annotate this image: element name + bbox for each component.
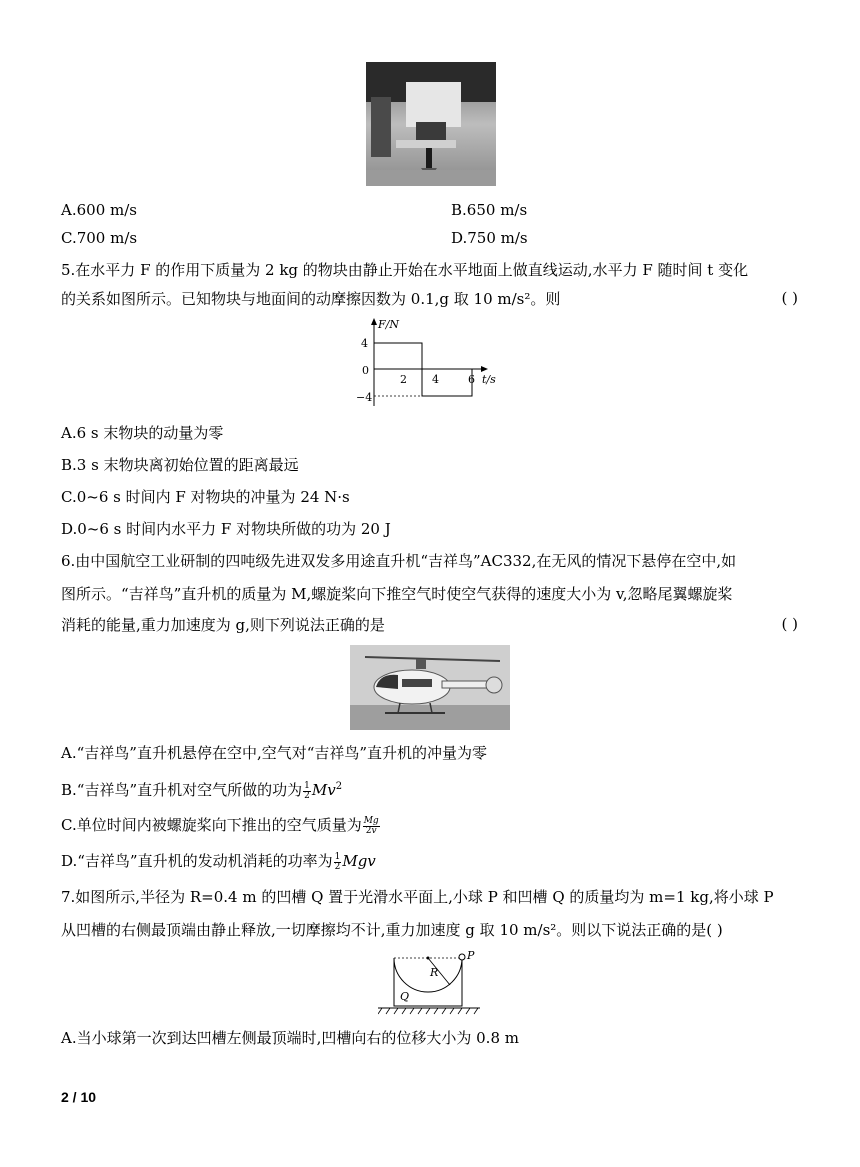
q5-option-a: A.6 s 末物块的动量为零 xyxy=(61,424,224,442)
helicopter-photo xyxy=(350,645,510,730)
label-r: R xyxy=(430,966,439,979)
q5-stem-line2: 的关系如图所示。已知物块与地面间的动摩擦因数为 0.1,g 取 10 m/s²。则 xyxy=(61,290,561,308)
q5-option-b: B.3 s 末物块离初始位置的距离最远 xyxy=(61,456,299,474)
q6-option-b-text: B.“吉祥鸟”直升机对空气所做的功为 xyxy=(61,781,303,799)
q7-stem-line2: 从凹槽的右侧最顶端由静止释放,一切摩擦均不计,重力加速度 g 取 10 m/s²。则以下说法正确的是( ) xyxy=(61,921,723,939)
q6-option-b: B.“吉祥鸟”直升机对空气所做的功为 $\frac{1}{2}$ Mv$^2$ xyxy=(61,780,343,801)
x-axis-label: t/s xyxy=(482,373,496,386)
q4-option-d: D.750 m/s xyxy=(451,229,528,247)
q6-option-c-text: C.单位时间内被螺旋桨向下推出的空气质量为 xyxy=(61,816,362,834)
q4-option-b: B.650 m/s xyxy=(451,201,528,219)
q6-stem-line3: 消耗的能量,重力加速度为 g,则下列说法正确的是 xyxy=(61,616,385,634)
q5-stem-line1: 5.在水平力 F 的作用下质量为 2 kg 的物块由静止开始在水平地面上做直线运动,水平力 F 随时间 t 变化 xyxy=(61,261,749,279)
q4-option-a: A.600 m/s xyxy=(61,201,137,219)
fraction-one-half: $\frac{1}{2}$ xyxy=(334,851,341,872)
q6-option-c xyxy=(61,815,381,836)
q5-option-d: D.0~6 s 时间内水平力 F 对物块所做的功为 20 J xyxy=(61,520,391,538)
q5-force-time-graph xyxy=(356,316,506,408)
q7-option-a: A.当小球第一次到达凹槽左侧最顶端时,凹槽向右的位移大小为 0.8 m xyxy=(61,1029,519,1047)
force-segment-negative xyxy=(422,369,472,396)
q6-option-a: A.“吉祥鸟”直升机悬停在空中,空气对“吉祥鸟”直升机的冲量为零 xyxy=(61,744,488,762)
label-p: P xyxy=(467,950,475,962)
q6-stem-line2: 图所示。“吉祥鸟”直升机的质量为 M,螺旋桨向下推空气时使空气获得的速度大小为 v,忽略尾翼螺旋桨 xyxy=(61,585,733,603)
page-number: 2 / 10 xyxy=(61,1089,97,1105)
q6-option-d-text: D.“吉祥鸟”直升机的发动机消耗的功率为 xyxy=(61,852,333,870)
q7-stem-line1: 7.如图所示,半径为 R=0.4 m 的凹槽 Q 置于光滑水平面上,小球 P 和凹槽 Q 的质量均为 m=1 kg,将小球 P xyxy=(61,888,774,906)
q5-answer-paren: ( ) xyxy=(781,289,798,307)
q4-option-c: C.700 m/s xyxy=(61,229,138,247)
y-tick-0: 0 xyxy=(362,364,369,377)
q7-groove-diagram xyxy=(378,950,488,1016)
y-tick-neg4: −4 xyxy=(356,391,373,404)
label-q: Q xyxy=(400,990,410,1003)
force-segment-positive xyxy=(374,343,422,369)
q6-option-d: D.“吉祥鸟”直升机的发动机消耗的功率为 $\frac{1}{2}$ Mgv xyxy=(61,851,376,872)
x-tick-6: 6 xyxy=(468,373,475,386)
fraction-one-half: $\frac{1}{2}$ xyxy=(304,780,310,801)
x-tick-4: 4 xyxy=(432,373,439,386)
q5-option-c: C.0~6 s 时间内 F 对物块的冲量为 24 N·s xyxy=(61,488,350,506)
y-tick-4: 4 xyxy=(361,337,368,350)
q6-answer-paren: ( ) xyxy=(781,615,798,633)
q6-stem-line1: 6.由中国航空工业研制的四吨级先进双发多用途直升机“吉祥鸟”AC332,在无风的情况下悬停在空中,如 xyxy=(61,552,737,570)
machine-photo xyxy=(366,62,496,186)
y-axis-label: F/N xyxy=(378,318,399,331)
x-tick-2: 2 xyxy=(400,373,407,386)
fraction-mg-over-2v: $\frac{Mg}{2v}$ xyxy=(363,815,379,836)
